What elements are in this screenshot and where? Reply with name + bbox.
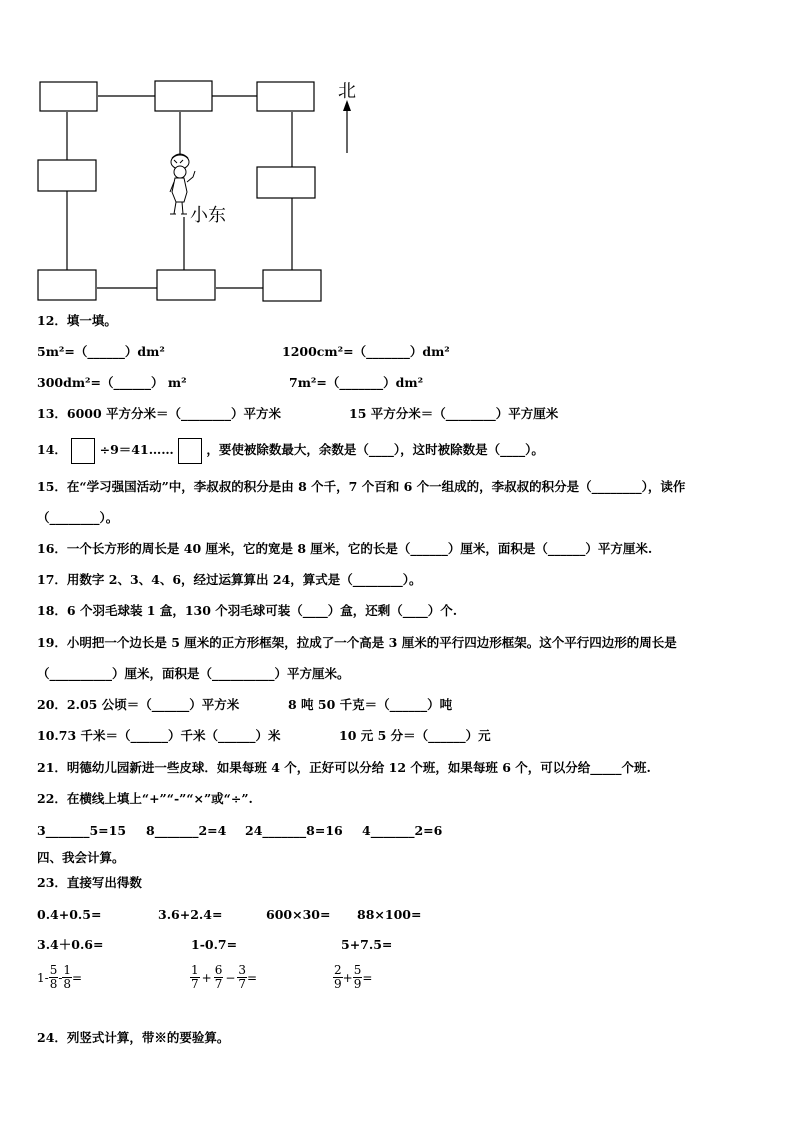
section-4-heading: 四、我会计算。 — [37, 850, 125, 865]
q22-expr-3: 24_______8=16 — [245, 823, 343, 838]
q15-line-b: （________）。 — [37, 510, 119, 525]
q22: 22．在横线上填上“+”“-”“×”或“÷”. — [37, 791, 253, 806]
place-box-middle-right — [257, 167, 315, 198]
q15-line-a: 15．在“学习强国活动”中，李叔叔的积分是由 8 个千，7 个百和 6 个一组成的，李叔叔的积分是（________），读作 — [37, 479, 686, 494]
q13-item-b: 15 平方分米＝（________）平方厘米 — [349, 406, 559, 421]
place-box-bottom-center — [157, 270, 215, 300]
person-label: 小东 — [190, 205, 226, 226]
remainder-blank-box — [178, 438, 202, 464]
dividend-blank-box — [71, 438, 95, 464]
north-label: 北 — [338, 81, 356, 102]
q12-item-b: 1200cm²=（_______）dm² — [282, 344, 450, 359]
fraction-expr-2: $\frac{1}{7}$ + $\frac{6}{7}$ − $\frac{3}{7}$ = — [191, 963, 258, 991]
fraction-expr-3: $\frac{2}{9}$ + $\frac{5}{9}$ = — [334, 963, 373, 991]
q16: 16．一个长方形的周长是 40 厘米，它的宽是 8 厘米，它的长是（______）厘米，面积是（______）平方厘米. — [37, 541, 653, 556]
place-box-top-left — [40, 82, 97, 111]
q14 — [37, 436, 544, 464]
calc-2: 3.6+2.4= — [158, 907, 223, 922]
q20-item-a: 20．2.05 公顷＝（______）平方米 — [37, 697, 240, 712]
place-box-top-center — [155, 81, 212, 111]
q14-equation: ÷9＝41…… — [99, 442, 174, 457]
calc-5: 3.4＋0.6= — [37, 937, 104, 952]
q14-number: 14． — [37, 442, 67, 457]
calc-3: 600×30= — [266, 907, 331, 922]
q24: 24．列竖式计算，带※的要验算。 — [37, 1030, 230, 1045]
q20-item-b: 8 吨 50 千克＝（______）吨 — [288, 697, 453, 712]
q20-item-d: 10 元 5 分＝（______）元 — [339, 728, 491, 743]
place-box-top-right — [257, 82, 314, 111]
calc-6: 1-0.7= — [191, 937, 238, 952]
q13-item-a: 13．6000 平方分米＝（________）平方米 — [37, 406, 282, 421]
q22-expr-1: 3_______5=15 — [37, 823, 127, 838]
place-box-bottom-left — [38, 270, 96, 300]
q22-expr-2: 8_______2=4 — [146, 823, 227, 838]
q12-item-c: 300dm²=（______） m² — [37, 375, 187, 390]
q12-title: 12．填一填。 — [37, 313, 117, 328]
q12-item-d: 7m²=（_______）dm² — [289, 375, 424, 390]
calc-4: 88×100= — [357, 907, 422, 922]
calc-1: 0.4+0.5= — [37, 907, 102, 922]
q12-item-a: 5m²=（______）dm² — [37, 344, 165, 359]
q22-expr-4: 4_______2=6 — [362, 823, 443, 838]
place-box-bottom-right — [263, 270, 321, 301]
fraction-expr-1: 1- $\frac{5}{8}$ - $\frac{1}{8}$ = — [37, 963, 83, 991]
q20-item-c: 10.73 千米＝（______）千米（______）米 — [37, 728, 281, 743]
map-diagram — [0, 0, 794, 310]
q19-line-b: （__________）厘米，面积是（__________）平方厘米。 — [37, 666, 350, 681]
place-box-middle-left — [38, 160, 96, 191]
q21: 21．明德幼儿园新进一些皮球．如果每班 4 个，正好可以分给 12 个班，如果每班 6 个，可以分给_____个班. — [37, 760, 651, 775]
calc-7: 5+7.5= — [341, 937, 393, 952]
q19-line-a: 19．小明把一个边长是 5 厘米的正方形框架，拉成了一个高是 3 厘米的平行四边形框架。这个平行四边形的周长是 — [37, 635, 677, 650]
q14-question: ，要使被除数最大，余数是（____），这时被除数是（____）。 — [206, 442, 544, 457]
q17: 17．用数字 2、3、4、6，经过运算算出 24，算式是（________）。 — [37, 572, 422, 587]
q23: 23．直接写出得数 — [37, 875, 142, 890]
q18: 18．6 个羽毛球装 1 盒，130 个羽毛球可装（____）盒，还剩（____）个. — [37, 603, 458, 618]
